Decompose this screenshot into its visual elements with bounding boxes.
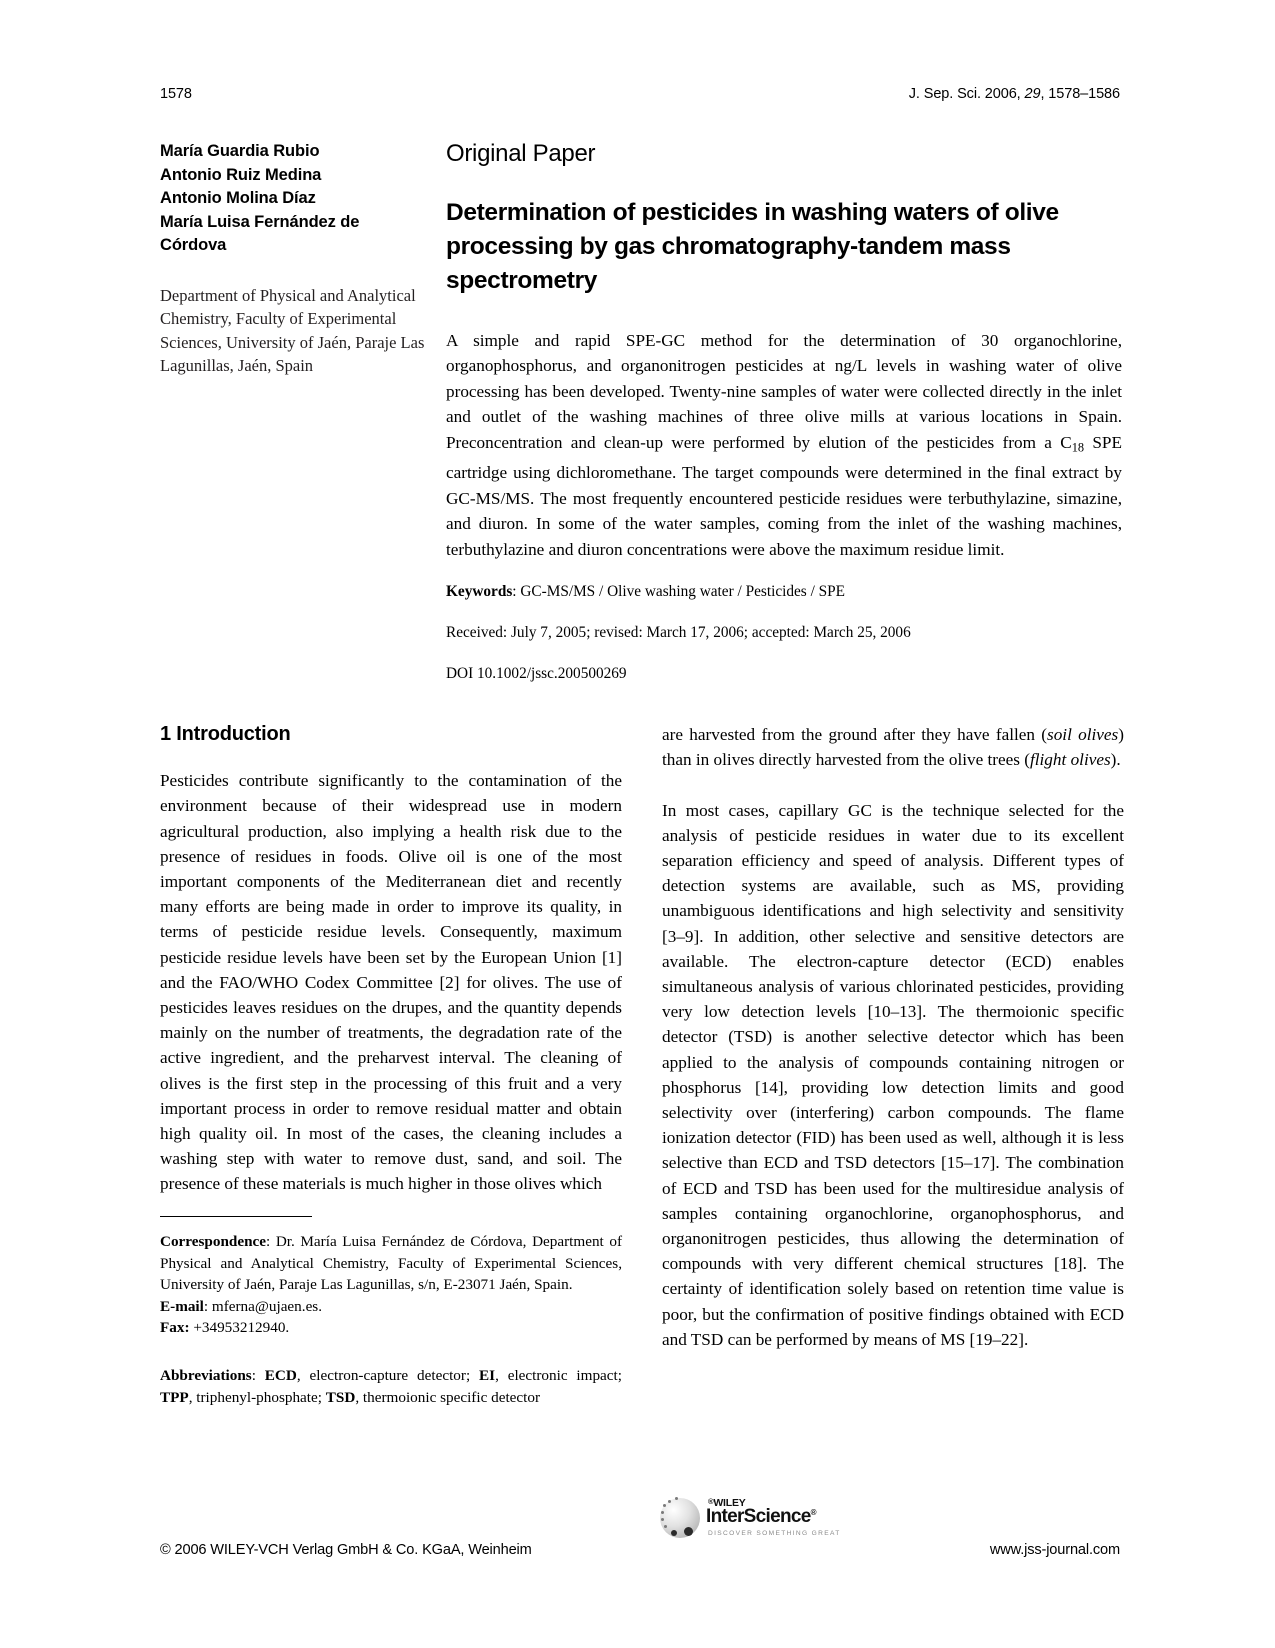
page-folio: 1578 (160, 86, 192, 102)
arc-dot-icon (664, 1525, 667, 1528)
correspondence-value: : Dr. María Luisa Fernández de Córdova, Department of Physical and Analytical Chemistry, Faculty of Experimental Sciences, University of Jaén, Paraje Las Lagunillas, s/n, E-23071 Jaén, Spain. (160, 1233, 622, 1294)
abbrev-term-ecd: ECD (264, 1366, 297, 1384)
paragraph-text: ). (1110, 750, 1121, 770)
citation-suffix: , 1578–1586 (1040, 86, 1120, 102)
sphere-icon (660, 1498, 700, 1538)
paragraph-text: ) than in olives directly harvested from the olive trees ( (662, 725, 1124, 770)
footnote-block (160, 1216, 622, 1408)
interscience-wordmark (706, 1506, 816, 1528)
keywords-value: : GC-MS/MS / Olive washing water / Pesticides / SPE (512, 583, 846, 601)
running-head (160, 86, 1120, 102)
correspondence-label: Correspondence (160, 1233, 267, 1250)
author-column (160, 140, 430, 378)
wiley-interscience-logo (654, 1492, 842, 1544)
abbreviations (160, 1365, 622, 1408)
section-heading-introduction: 1 Introduction (160, 723, 291, 745)
abstract-text-part1: A simple and rapid SPE-GC method for the determination of 30 organochlorine, organophosphorus, and organonitrogen pesticides at ng/L levels in washing water of olive processing has been developed. Twenty-nine samples of water were collected directly in the inlet and outlet of the washing machines of three olive mills at various locations in Spain. Preconcentration and clean-up were performed by elution of the pesticides from a C (446, 331, 1122, 452)
citation-volume: 29 (1024, 86, 1041, 102)
emphasis-soil-olives: soil olives (1047, 725, 1119, 744)
abbrev-text: , electron-capture detector; (296, 1366, 480, 1384)
abbrev-term-tpp: TPP (160, 1388, 189, 1406)
abbrev-text: , thermoionic specific detector (355, 1388, 541, 1406)
email-value[interactable]: : mferna@ujaen.es. (203, 1297, 323, 1315)
author-name: María Luisa Fernández de (160, 212, 360, 231)
abbrev-term-tsd: TSD (325, 1388, 356, 1406)
fax-label: Fax: (160, 1319, 190, 1337)
author-affiliation: Department of Physical and Analytical Chemistry, Faculty of Experimental Sciences, University of Jaén, Paraje Las Lagunillas, Jaén, Spain (160, 285, 425, 375)
arc-dot-icon (668, 1500, 671, 1503)
abbrev-term-ei: EI (479, 1366, 496, 1384)
email-line (160, 1296, 622, 1318)
paragraph: In most cases, capillary GC is the technique selected for the analysis of pesticide residues in water due to its excellent separation efficiency and speed of analysis. Different types of detection systems are available, such as MS, providing unambiguous identifications and high selectivity and sensitivity [3–9]. In addition, other selective and sensitive detectors are available. The electron-capture detector (ECD) enables simultaneous analysis of various chlorinated pesticides, providing very low detection levels [10–13]. The thermoionic specific detector (TSD) is another selective detector which has been applied to the analysis of compounds containing nitrogen or phosphorus [14], providing low detection limits and good selectivity over (interfering) carbon compounds. The flame ionization detector (FID) has been used as well, although it is less selective than ECD and TSD detectors [15–17]. The combination of ECD and TSD has been used for the multiresidue analysis of samples containing organochlorine, organophosphorus, and organonitrogen pesticides, thus allowing the determination of compounds with very different chemical structures [18]. The certainty of identification solely based on retention time value is poor, but the confirmation of positive findings obtained with ECD and TSD can be performed by means of MS [19–22]. (662, 800, 1124, 1349)
logo-tagline: DISCOVER SOMETHING GREAT (708, 1530, 841, 1537)
registered-mark-icon: ® (810, 1508, 816, 1517)
wiley-text: WILEY (713, 1497, 746, 1509)
abbrev-text: : (251, 1366, 265, 1384)
emphasis-flight-olives: flight olives (1029, 750, 1111, 770)
abstract (446, 328, 1122, 562)
author-name: Antonio Molina Díaz (160, 189, 316, 207)
footnote-rule (160, 1216, 312, 1217)
sphere-dot-icon (684, 1527, 693, 1536)
body-column-left (160, 722, 622, 1197)
abbrev-text: , triphenyl-phosphate; (188, 1388, 326, 1406)
interscience-text: InterScience (706, 1506, 811, 1527)
author-name: Córdova (160, 236, 227, 254)
page-footer (160, 1497, 1120, 1576)
body-column-right (662, 722, 1124, 1352)
fax-line (160, 1317, 622, 1339)
abstract-subscript: 18 (1071, 440, 1085, 455)
copyright-notice: © 2006 WILEY-VCH Verlag GmbH & Co. KGaA, Weinheim (160, 1542, 532, 1558)
paragraph-text: are harvested from the ground after they have fallen ( (662, 725, 1048, 744)
abbrev-text: , electronic impact; (495, 1366, 622, 1384)
abstract-text-part2: SPE cartridge using dichloromethane. The target compounds were determined in the final extract by GC-MS/MS. The most frequently encountered pesticide residues were terbuthylazine, simazine, and diuron. In some of the water samples, coming from the inlet of the washing machines, terbuthylazine and diuron concentrations were above the maximum residue limit. (446, 432, 1122, 559)
paragraph: Pesticides contribute significantly to the contamination of the environment because of their widespread use in modern agricultural production, also implying a health risk due to the presence of residues in foods. Olive oil is one of the most important components of the Mediterranean diet and recently many efforts are being made in order to improve its quality, in terms of pesticide residue levels. Consequently, maximum pesticide residue levels have been set by the European Union [1] and the FAO/WHO Codex Committee [2] for olives. The use of pesticides leaves residues on the drupes, and the quantity depends mainly on the number of treatments, the degradation rate of the active ingredient, and the preharvest interval. The cleaning of olives is the first step in the processing of this fruit and a very important process in order to remove residual matter and obtain high quality oil. In most of the cases, the cleaning includes a washing step with water to remove dust, sand, and soil. The presence of these materials is much higher in those olives which (160, 771, 622, 1194)
sphere-dot-icon (671, 1530, 677, 1536)
author-list (160, 140, 430, 258)
article-type: Original Paper (446, 140, 596, 167)
arc-dot-icon (661, 1511, 664, 1514)
author-name: Antonio Ruiz Medina (160, 165, 322, 184)
arc-dot-icon (661, 1518, 664, 1521)
page-title: Determination of pesticides in washing waters of olive processing by gas chromatography-tandem mass spectrometry (446, 199, 1059, 294)
correspondence (160, 1231, 622, 1296)
citation-prefix: J. Sep. Sci. 2006, (908, 86, 1025, 102)
submission-dates: Received: July 7, 2005; revised: March 17, 2006; accepted: March 25, 2006 (446, 624, 911, 642)
keywords-label: Keywords (446, 583, 513, 601)
arc-dot-icon (675, 1497, 678, 1500)
doi: DOI 10.1002/jssc.200500269 (446, 665, 627, 683)
paragraph (662, 722, 1124, 772)
registered-mark-icon: ® (708, 1497, 714, 1506)
author-name: María Guardia Rubio (160, 142, 320, 160)
email-label: E-mail (160, 1297, 204, 1315)
title-column (446, 140, 1122, 685)
fax-value: +34953212940. (189, 1319, 290, 1337)
journal-url[interactable]: www.jss-journal.com (989, 1542, 1120, 1558)
journal-citation (909, 86, 1120, 102)
keywords-line (446, 581, 1122, 603)
abbreviations-label: Abbreviations (160, 1366, 252, 1384)
arc-dot-icon (663, 1504, 666, 1507)
